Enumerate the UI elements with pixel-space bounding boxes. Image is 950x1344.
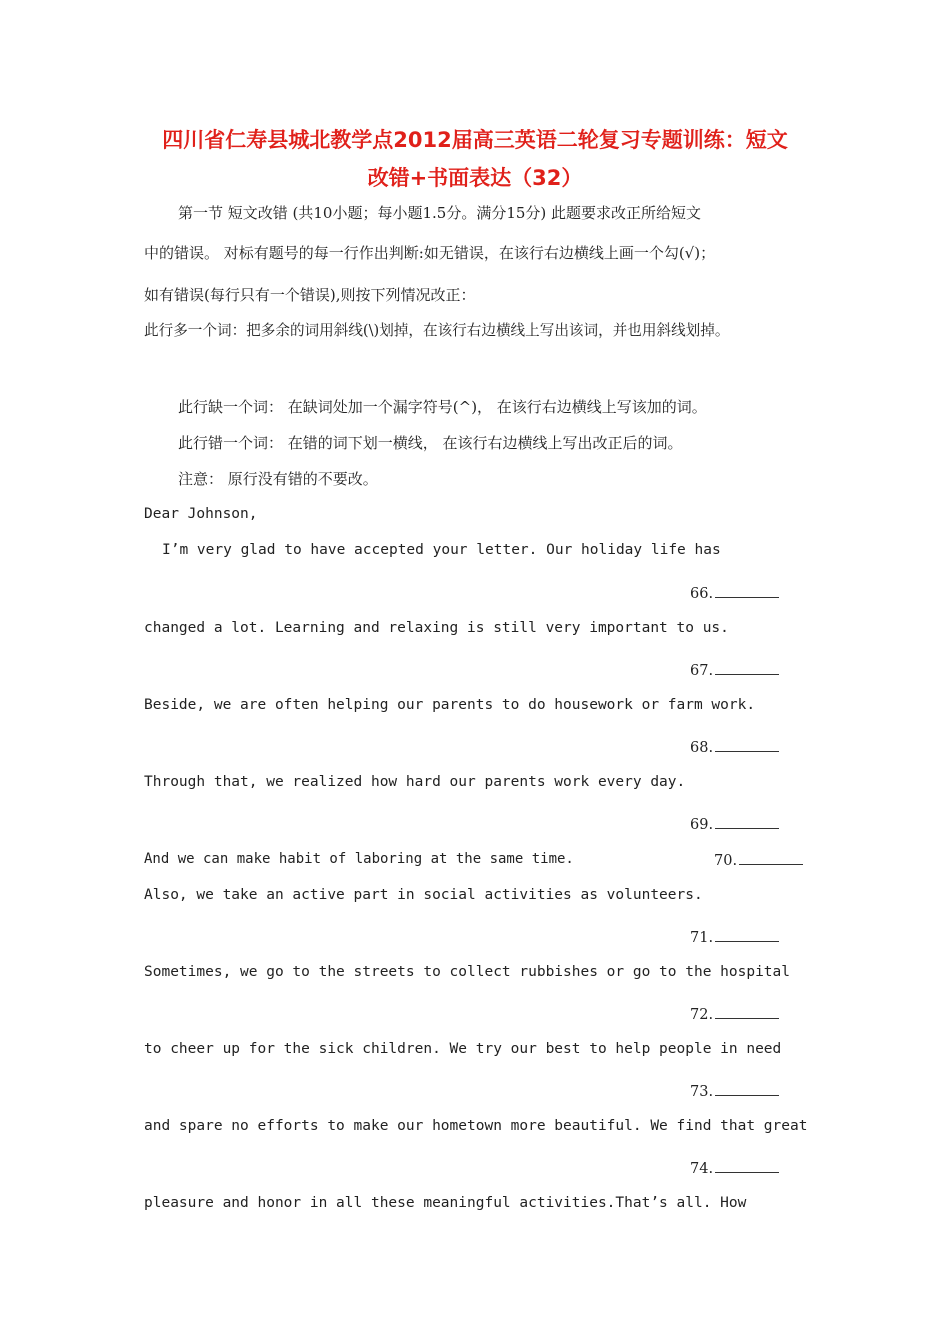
instruction-paragraph-1c: 如有错误(每行只有一个错误),则按下列情况改正： (144, 286, 476, 304)
title-line-2: 改错+书面表达（32） (367, 166, 583, 190)
title-line-1: 四川省仁寿县城北教学点2012届高三英语二轮复习专题训练：短文 (162, 128, 788, 152)
answer-blank-70[interactable]: 70. (714, 850, 803, 869)
instruction-wrong-word: 此行错一个词： 在错的词下划一横线， 在该行右边横线上写出改正后的词。 (178, 434, 683, 452)
passage-line-7: Sometimes, we go to the streets to collect rubbishes or go to the hospital (144, 964, 791, 980)
instruction-missing-word: 此行缺一个词： 在缺词处加一个漏字符号(^)， 在该行右边横线上写该加的词。 (178, 398, 707, 416)
passage-line-2: changed a lot. Learning and relaxing is still very important to us. (144, 620, 729, 636)
passage-line-8: to cheer up for the sick children. We try our best to help people in need (144, 1041, 782, 1057)
answer-blank-74[interactable]: 74. (690, 1158, 779, 1177)
answer-blank-67[interactable]: 67. (690, 660, 779, 679)
answer-blank-66[interactable]: 66. (690, 583, 779, 602)
letter-greeting: Dear Johnson, (144, 506, 258, 522)
passage-line-6: Also, we take an active part in social activities as volunteers. (144, 887, 703, 903)
passage-line-10: pleasure and honor in all these meaningful activities.That’s all. How (144, 1195, 747, 1211)
answer-blank-71[interactable]: 71. (690, 927, 779, 946)
answer-blank-69[interactable]: 69. (690, 814, 779, 833)
passage-line-9: and spare no efforts to make our hometown more beautiful. We find that great (144, 1118, 808, 1134)
answer-blank-68[interactable]: 68. (690, 737, 779, 756)
instruction-paragraph-1a: 第一节 短文改错 (共10小题；每小题1.5分。满分15分) 此题要求改正所给短文 (178, 204, 702, 222)
instruction-extra-word: 此行多一个词：把多余的词用斜线(\)划掉，在该行右边横线上写出该词，并也用斜线划掉。 (144, 322, 730, 339)
passage-line-4: Through that, we realized how hard our parents work every day. (144, 774, 686, 790)
answer-blank-73[interactable]: 73. (690, 1081, 779, 1100)
passage-line-1: I’m very glad to have accepted your letter. Our holiday life has (162, 542, 721, 558)
instruction-note: 注意： 原行没有错的不要改。 (178, 470, 378, 488)
passage-line-3: Beside, we are often helping our parents to do housework or farm work. (144, 697, 756, 713)
answer-blank-72[interactable]: 72. (690, 1004, 779, 1023)
passage-line-5: And we can make habit of laboring at the same time. (144, 851, 574, 867)
instruction-paragraph-1b: 中的错误。 对标有题号的每一行作出判断:如无错误，在该行右边横线上画一个勾(√)； (144, 244, 716, 262)
